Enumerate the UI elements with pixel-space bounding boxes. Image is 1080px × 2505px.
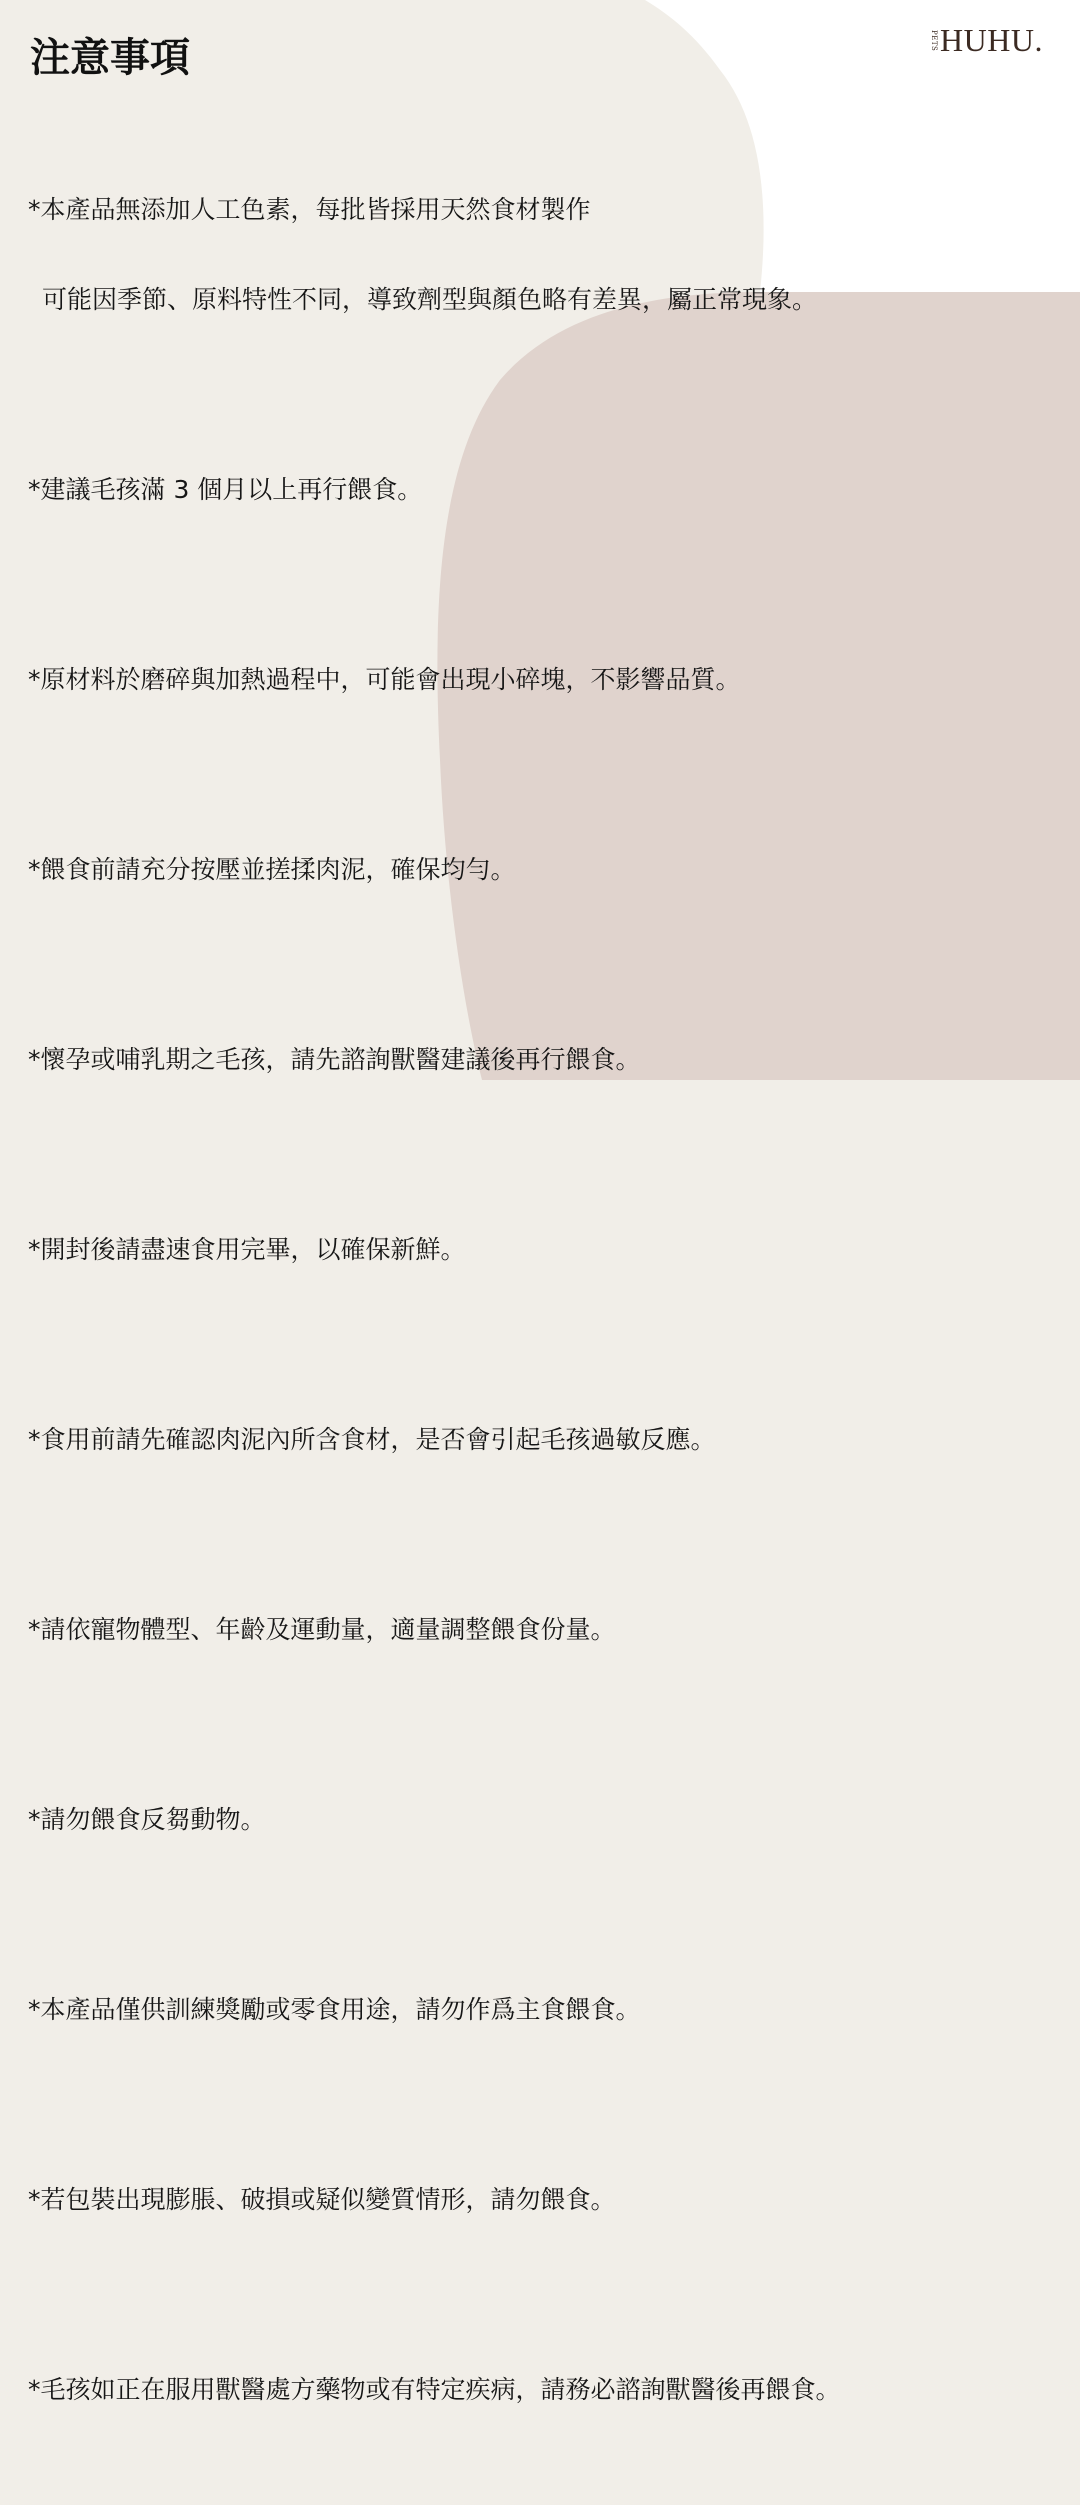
note-item (28, 2125, 1048, 2275)
note-line: *開封後請盡速食用完畢，以確保新鮮。 (28, 1235, 466, 1264)
note-line: *毛孩如正在服用獸醫處方藥物或有特定疾病，請務必諮詢獸醫後再餵食。 (28, 2375, 841, 2404)
page-title: 注意事項 (30, 35, 190, 81)
note-item (28, 1935, 1048, 2085)
note-item (28, 2315, 1048, 2465)
note-item (28, 605, 1048, 755)
logo-main-text: HUHU. (940, 22, 1043, 58)
note-item (28, 1175, 1048, 1325)
note-item (28, 415, 1048, 565)
note-line: *若包裝出現膨脹、破損或疑似變質情形，請勿餵食。 (28, 2185, 616, 2214)
notes-list (28, 135, 1048, 2505)
note-item (28, 1555, 1048, 1705)
note-line: *食用前請先確認肉泥內所含食材，是否會引起毛孩過敏反應。 (28, 1425, 716, 1454)
note-line: *本產品無添加人工色素，每批皆採用天然食材製作 (28, 195, 591, 224)
logo-small-text: PETS (930, 29, 938, 52)
note-line: 可能因季節、原料特性不同，導致劑型與顏色略有差異，屬正常現象。 (42, 285, 818, 314)
note-item (28, 795, 1048, 945)
note-line: *請依寵物體型、年齡及運動量，適量調整餵食份量。 (28, 1615, 616, 1644)
note-line: *本產品僅供訓練獎勵或零食用途，請勿作爲主食餵食。 (28, 1995, 641, 2024)
note-line: *餵食前請充分按壓並搓揉肉泥，確保均勻。 (28, 855, 516, 884)
note-line: *懷孕或哺乳期之毛孩，請先諮詢獸醫建議後再行餵食。 (28, 1045, 641, 1074)
note-item (28, 1745, 1048, 1895)
brand-logo (930, 22, 1043, 59)
note-item (28, 135, 1048, 375)
note-line: *請勿餵食反芻動物。 (28, 1805, 266, 1834)
note-item (28, 985, 1048, 1135)
note-line: *建議毛孩滿 3 個月以上再行餵食。 (28, 475, 423, 504)
note-line: *原材料於磨碎與加熱過程中，可能會出現小碎塊，不影響品質。 (28, 665, 741, 694)
note-item (28, 1365, 1048, 1515)
